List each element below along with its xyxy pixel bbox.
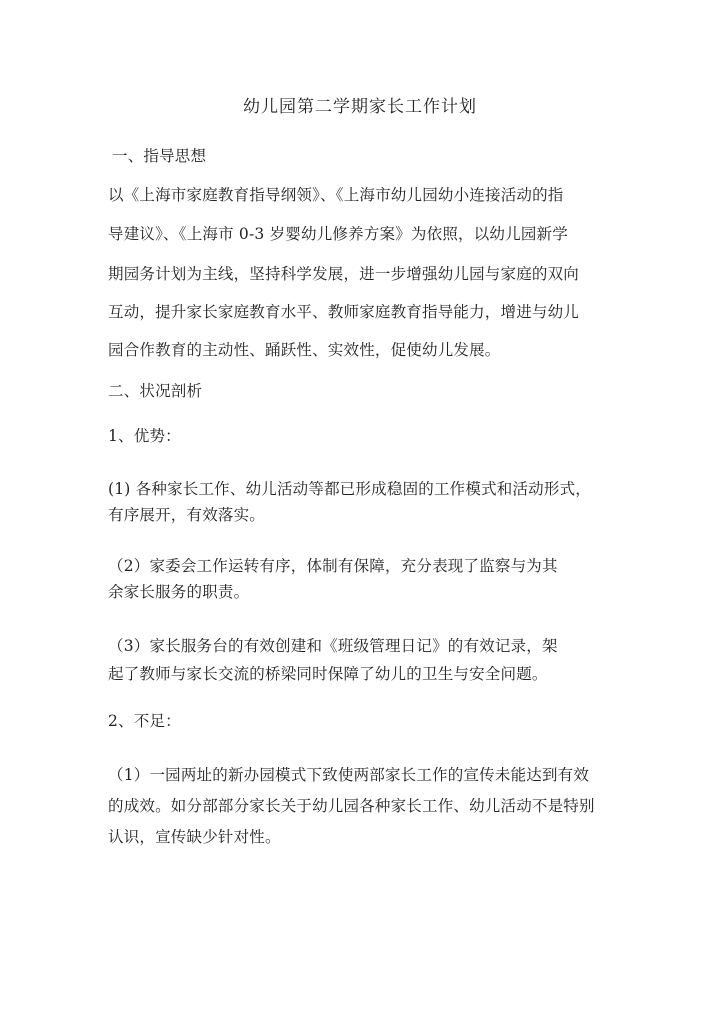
list-item-line: (1) 各种家长工作、幼儿活动等都已形成稳固的工作模式和活动形式， xyxy=(108,480,591,498)
list-item-line: （3）家长服务台的有效创建和《班级管理日记》的有效记录，架 xyxy=(108,637,558,655)
list-item-line: （1）一园两址的新办园模式下致使两部家长工作的宣传未能达到有效 xyxy=(108,766,590,784)
section-heading-situation-analysis: 二、状况剖析 xyxy=(108,382,203,400)
list-item-line: 的成效。如分部部分家长关于幼儿园各种家长工作、幼儿活动不是特别 xyxy=(108,797,595,815)
paragraph-line: 导建议》、《上海市 0-3 岁婴幼儿修养方案》为依照，以幼儿园新学 xyxy=(108,225,568,243)
paragraph-line: 互动，提升家长家庭教育水平、教师家庭教育指导能力，增进与幼儿 xyxy=(108,303,580,321)
list-item-line: 有序展开，有效落实。 xyxy=(108,506,266,524)
section-heading-guiding-ideology: 一、指导思想 xyxy=(112,147,207,165)
subheading-advantages: 1、优势： xyxy=(108,427,181,445)
list-item-line: 认识，宣传缺少针对性。 xyxy=(108,828,281,846)
document-title: 幼儿园第二学期家长工作计划 xyxy=(243,97,477,117)
paragraph-line: 园合作教育的主动性、踊跃性、实效性，促使幼儿发展。 xyxy=(108,341,501,359)
list-item-line: （2）家委会工作运转有序，体制有保障，充分表现了监察与为其 xyxy=(108,557,558,575)
list-item-line: 起了教师与家长交流的桥梁同时保障了幼儿的卫生与安全问题。 xyxy=(108,665,548,683)
paragraph-line: 以《上海市家庭教育指导纲领》、《上海市幼儿园幼小连接活动的指 xyxy=(108,186,564,204)
subheading-shortcomings: 2、不足： xyxy=(108,712,181,730)
paragraph-line: 期园务计划为主线，坚持科学发展，进一步增强幼儿园与家庭的双向 xyxy=(108,265,580,283)
list-item-line: 余家长服务的职责。 xyxy=(108,583,250,601)
